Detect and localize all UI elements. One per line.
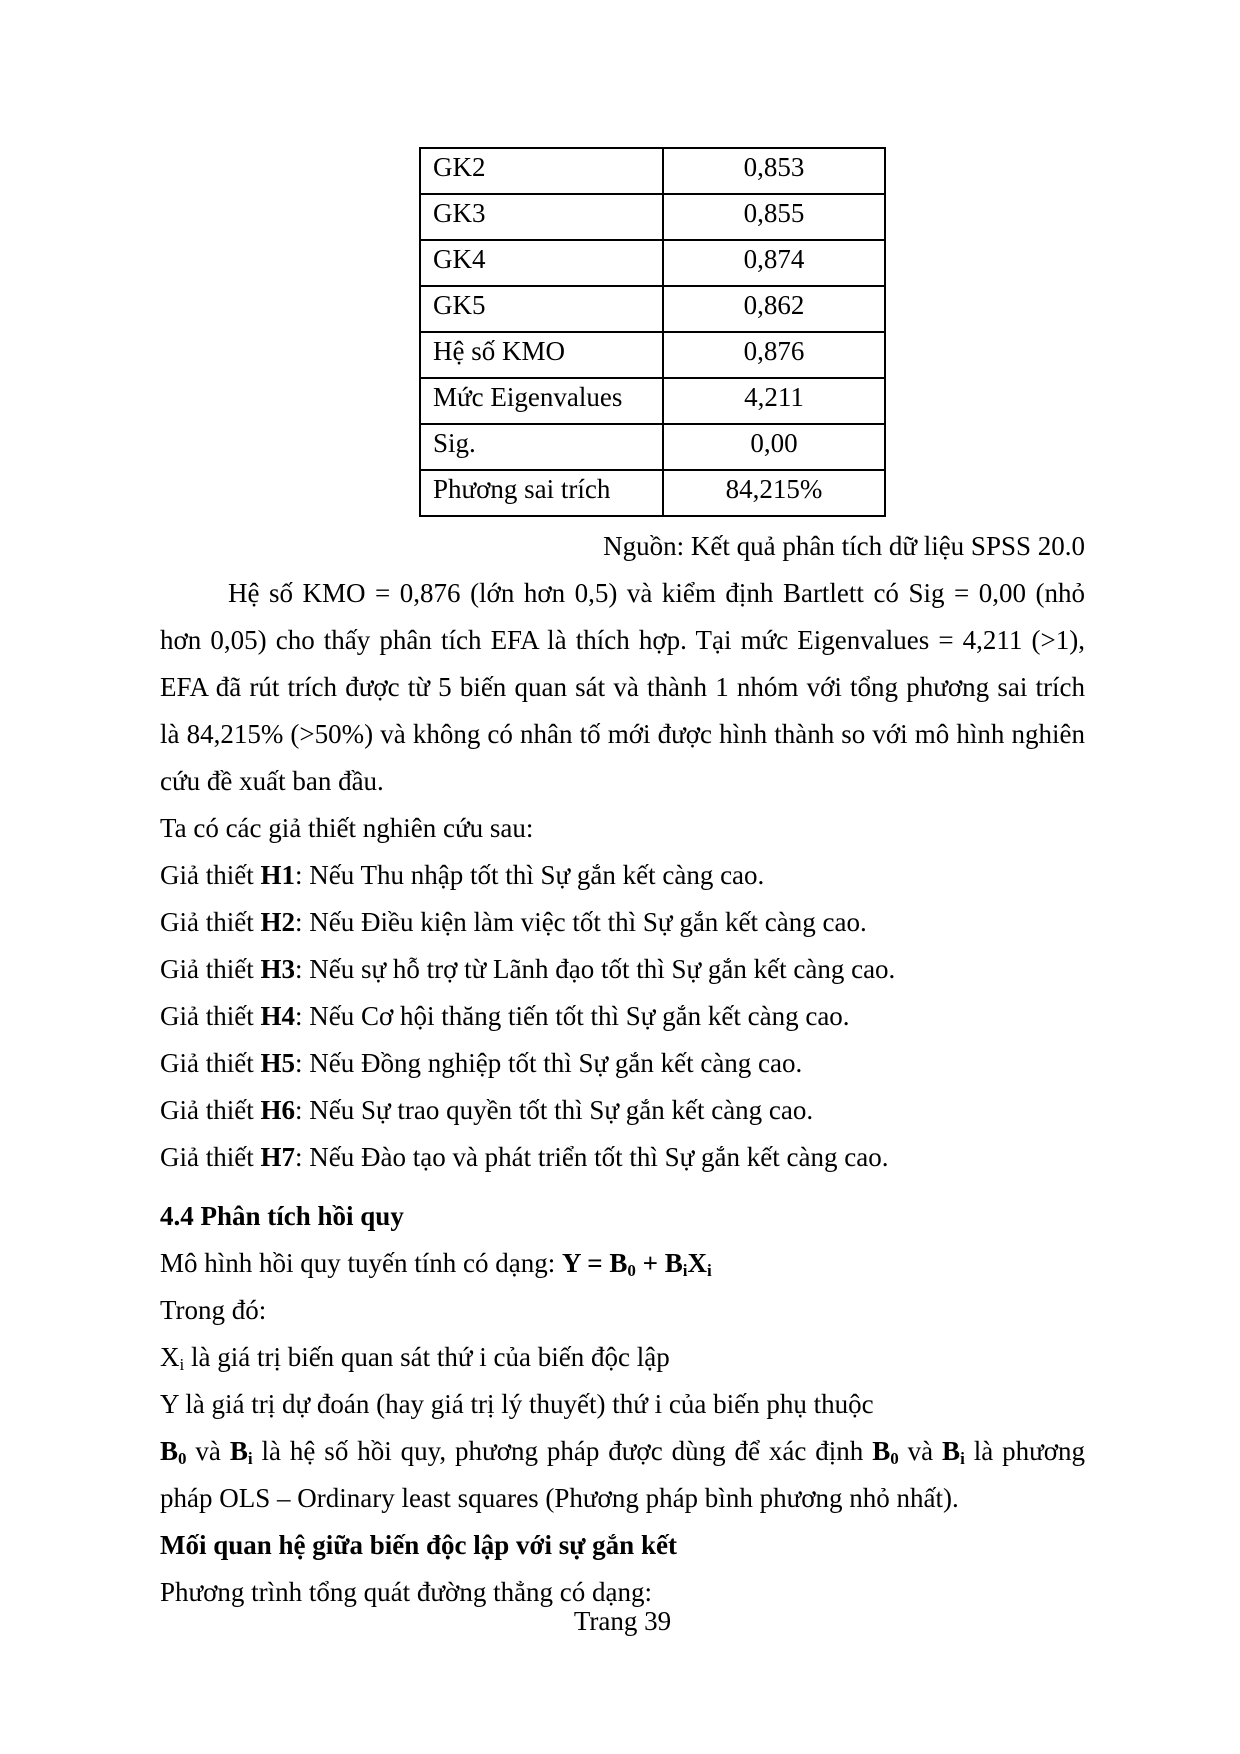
text-segment: Mô hình hồi quy tuyến tính có dạng: <box>160 1248 562 1278</box>
paragraph-kmo-analysis <box>160 570 1085 805</box>
text-segment: : Nếu Cơ hội thăng tiến tốt thì Sự gắn kết càng cao. <box>295 1001 850 1031</box>
text-segment: i <box>682 1261 688 1280</box>
page-number: Trang 39 <box>573 1606 672 1636</box>
table-source-note: Nguồn: Kết quả phân tích dữ liệu SPSS 20.0 <box>603 531 1085 561</box>
text-segment: H7 <box>260 1142 295 1172</box>
table-cell-value: 0,00 <box>663 424 885 470</box>
text-segment: Giả thiết <box>160 1142 261 1172</box>
text-segment: : Nếu Đồng nghiệp tốt thì Sự gắn kết càng cao. <box>295 1048 803 1078</box>
table-cell-label: Mức Eigenvalues <box>420 378 663 424</box>
text-segment: H2 <box>260 907 295 937</box>
text-segment: B <box>160 1436 179 1466</box>
line-hypothesis-h3 <box>160 946 1085 993</box>
text-segment: Y là giá trị dự đoán (hay giá trị lý thuyết) thứ i của biến phụ thuộc <box>160 1389 874 1419</box>
text-segment: B <box>229 1436 248 1466</box>
text-segment: i <box>179 1355 185 1374</box>
text-segment: i <box>960 1449 965 1468</box>
text-segment: 4.4 Phân tích hồi quy <box>160 1201 404 1231</box>
line-hypothesis-h1 <box>160 852 1085 899</box>
text-segment: : Nếu Sự trao quyền tốt thì Sự gắn kết càng cao. <box>295 1095 814 1125</box>
text-segment: Trong đó: <box>160 1295 267 1325</box>
text-segment: Phương trình tổng quát đường thẳng có dạng: <box>160 1577 653 1607</box>
text-segment: Giả thiết <box>160 907 261 937</box>
content-area <box>160 570 1085 1616</box>
line-hypothesis-h6 <box>160 1087 1085 1134</box>
table-row <box>420 378 885 424</box>
text-segment: : Nếu Thu nhập tốt thì Sự gắn kết càng cao. <box>295 860 765 890</box>
text-segment: X <box>160 1342 180 1372</box>
text-segment: Mối quan hệ giữa biến độc lập với sự gắn kết <box>160 1530 677 1560</box>
line-hypothesis-h2 <box>160 899 1085 946</box>
line-hypothesis-h5 <box>160 1040 1085 1087</box>
line-hypothesis-h7 <box>160 1134 1085 1181</box>
text-segment: Ta có các giả thiết nghiên cứu sau: <box>160 813 534 843</box>
text-segment: i <box>247 1449 253 1468</box>
table-cell-value: 0,876 <box>663 332 885 378</box>
text-segment: Giả thiết <box>160 860 261 890</box>
table-cell-value: 0,855 <box>663 194 885 240</box>
table-cell-label: GK2 <box>420 148 663 194</box>
line-xi-definition <box>160 1334 1085 1381</box>
text-segment: H1 <box>260 860 295 890</box>
table-cell-label: Phương sai trích <box>420 470 663 516</box>
text-segment: 0 <box>627 1261 636 1280</box>
text-segment: H3 <box>260 954 295 984</box>
table-row <box>420 286 885 332</box>
table-cell-label: GK3 <box>420 194 663 240</box>
table-cell-value: 0,862 <box>663 286 885 332</box>
line-y-definition <box>160 1381 1085 1428</box>
text-segment: Giả thiết <box>160 954 261 984</box>
line-hypotheses-intro <box>160 805 1085 852</box>
table-cell-value: 0,874 <box>663 240 885 286</box>
table-cell-label: GK5 <box>420 286 663 332</box>
factor-table-body <box>420 148 885 516</box>
table-cell-label: Hệ số KMO <box>420 332 663 378</box>
text-segment: 0 <box>890 1449 899 1468</box>
table-cell-value: 4,211 <box>663 378 885 424</box>
line-regression-model <box>160 1240 1085 1287</box>
table-row <box>420 424 885 470</box>
text-segment: i <box>707 1261 712 1280</box>
paragraph-b-coefficients <box>160 1428 1085 1522</box>
text-segment: Hệ số KMO = 0,876 (lớn hơn 0,5) và kiểm định Bartlett có Sig = 0,00 (nhỏ hơn 0,05) cho thấy phân tích EFA là thích hợp. Tại mức Eigenvalues = 4,211 (>1), EFA đã rút trích được từ 5 biến quan sát và thành 1 nhóm với tổng phương sai trích là 84,215% (>50%) và không có nhân tố mới được hình thành so với mô hình nghiên cứu đề xuất ban đầu. <box>160 578 1085 796</box>
factor-loading-table <box>419 147 886 517</box>
text-segment: Y = B <box>561 1248 628 1278</box>
table-cell-value: 0,853 <box>663 148 885 194</box>
text-segment: : Nếu sự hỗ trợ từ Lãnh đạo tốt thì Sự gắn kết càng cao. <box>295 954 896 984</box>
text-segment: X <box>687 1248 707 1278</box>
text-segment: H6 <box>260 1095 295 1125</box>
text-segment: là hệ số hồi quy, phương pháp được dùng để xác định <box>252 1436 873 1466</box>
heading-section-4-4 <box>160 1193 1085 1240</box>
table-row <box>420 194 885 240</box>
line-hypothesis-h4 <box>160 993 1085 1040</box>
text-segment: : Nếu Điều kiện làm việc tốt thì Sự gắn kết càng cao. <box>295 907 867 937</box>
text-segment: Giả thiết <box>160 1001 261 1031</box>
text-segment: : Nếu Đào tạo và phát triển tốt thì Sự gắn kết càng cao. <box>295 1142 889 1172</box>
table-cell-label: Sig. <box>420 424 663 470</box>
text-segment: B <box>872 1436 891 1466</box>
text-segment: 0 <box>178 1449 187 1468</box>
text-segment: và <box>898 1436 943 1466</box>
text-segment: là phương pháp OLS – Ordinary least squares (Phương pháp bình phương nhỏ nhất). <box>160 1436 1086 1513</box>
text-segment: là giá trị biến quan sát thứ i của biến độc lập <box>184 1342 670 1372</box>
text-segment: B <box>942 1436 961 1466</box>
text-segment: và <box>186 1436 230 1466</box>
text-segment: + B <box>635 1248 683 1278</box>
table-cell-value: 84,215% <box>663 470 885 516</box>
table-row <box>420 240 885 286</box>
table-cell-label: GK4 <box>420 240 663 286</box>
text-segment: Giả thiết <box>160 1048 261 1078</box>
text-segment: H4 <box>260 1001 295 1031</box>
table-row <box>420 148 885 194</box>
line-trong-do <box>160 1287 1085 1334</box>
line-relationship-heading <box>160 1522 1085 1569</box>
table-row <box>420 470 885 516</box>
text-segment: H5 <box>260 1048 295 1078</box>
table-row <box>420 332 885 378</box>
text-segment: Giả thiết <box>160 1095 261 1125</box>
